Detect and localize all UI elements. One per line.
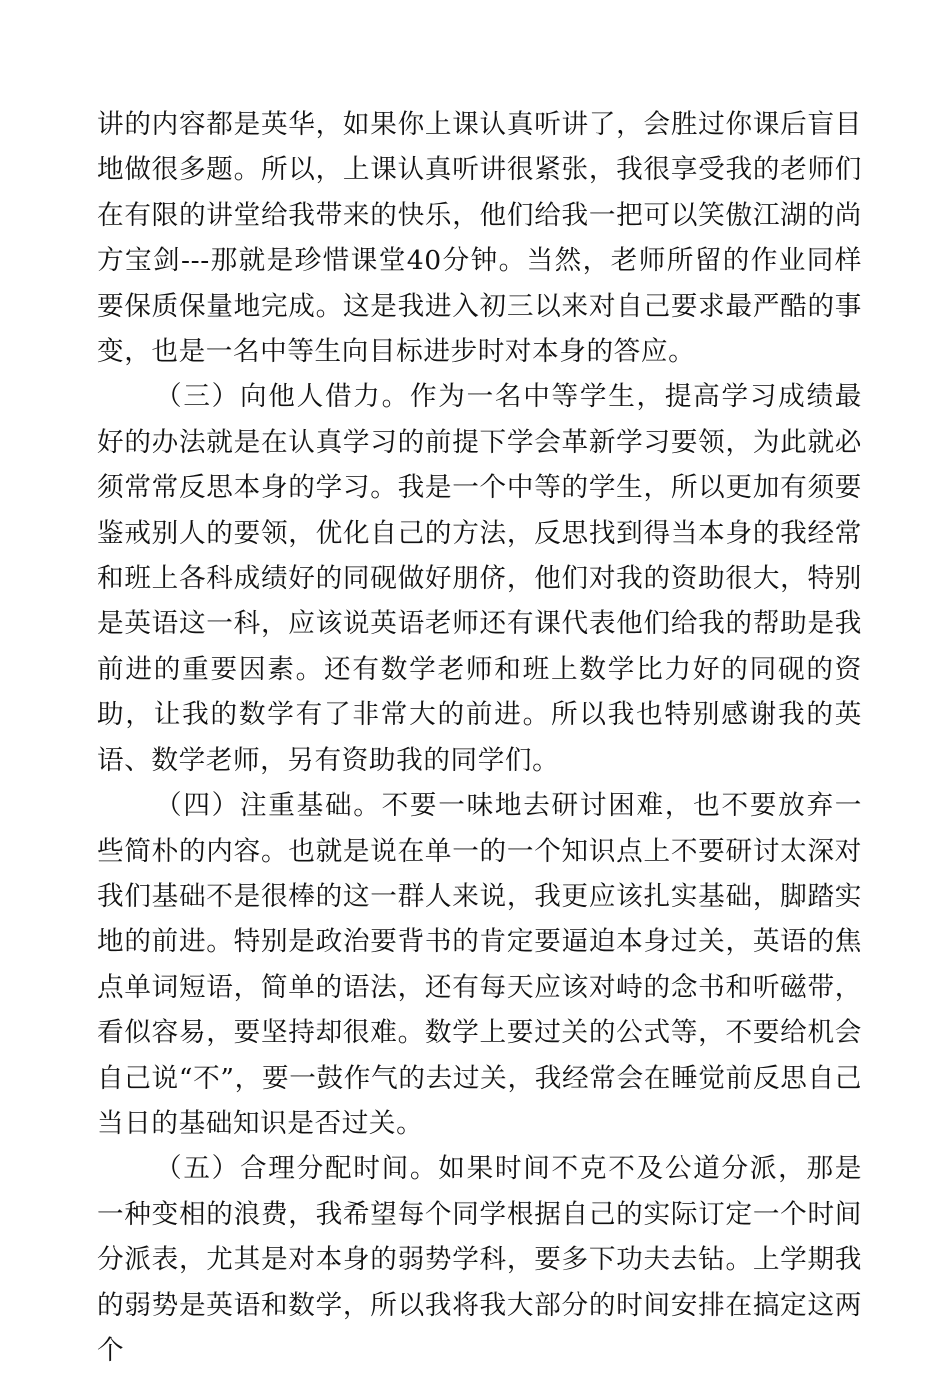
paragraph-continuation: 讲的内容都是英华，如果你上课认真听讲了，会胜过你课后盲目地做很多题。所以，上课认真听讲很紧张，我很享受我的老师们在有限的讲堂给我带来的快乐，他们给我一把可以笑傲江湖的尚方宝剑---那就是珍惜课堂40分钟。当然，老师所留的作业同样要保质保量地完成。这是我进入初三以来对自己要求最严酷的事变，也是一名中等生向目标进步时对本身的答应。	[97, 109, 862, 368]
paragraph-section-4: （四）注重基础。不要一味地去研讨困难，也不要放弃一些简朴的内容。也就是说在单一的一个知识点上不要研讨太深对我们基础不是很棒的这一群人来说，我更应该扎实基础，脚踏实地的前进。特别是政治要背书的肯定要逼迫本身过关，英语的焦点单词短语，简单的语法，还有每天应该对峙的念书和听磁带，看似容易，要坚持却很难。数学上要过关的公式等，不要给机会自己说“不”，要一鼓作气的去过关，我经常会在睡觉前反思自己当日的基础知识是否过关。	[97, 790, 862, 1139]
paragraph-section-3: （三）向他人借力。作为一名中等学生，提高学习成绩最好的办法就是在认真学习的前提下学会革新学习要领，为此就必须常常反思本身的学习。我是一个中等的学生，所以更加有须要鉴戒别人的要领，优化自己的方法，反思找到得当本身的我经常和班上各科成绩好的同砚做好朋侪，他们对我的资助很大，特别是英语这一科，应该说英语老师还有课代表他们给我的帮助是我前进的重要因素。还有数学老师和班上数学比力好的同砚的资助，让我的数学有了非常大的前进。所以我也特别感谢我的英语、数学老师，另有资助我的同学们。	[97, 381, 862, 776]
paragraph-section-5: （五）合理分配时间。如果时间不克不及公道分派，那是一种变相的浪费，我希望每个同学根据自己的实际订定一个时间分派表，尤其是对本身的弱势学科，要多下功夫去钻。上学期我的弱势是英语和数学，所以我将我大部分的时间安排在搞定这两个	[97, 1153, 862, 1366]
document-body	[97, 102, 862, 1373]
